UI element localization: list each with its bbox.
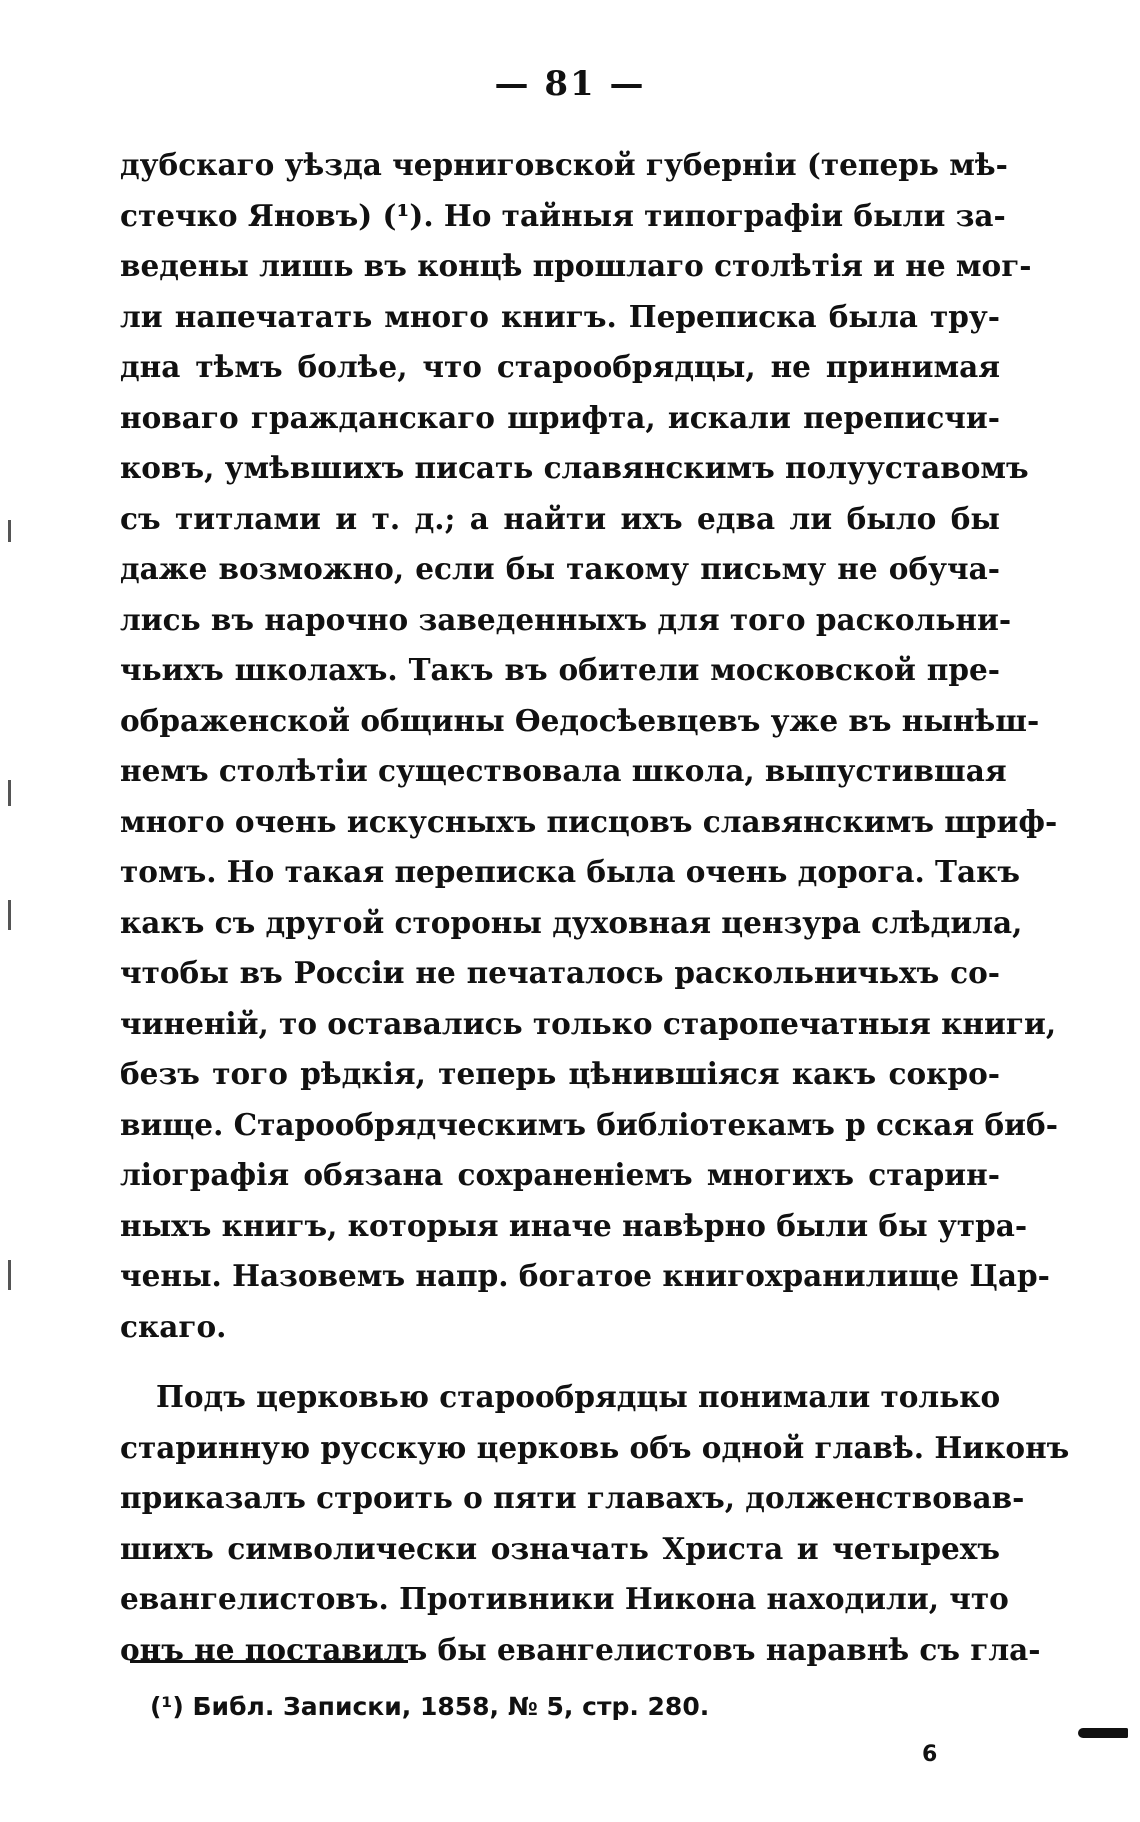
paragraph-1 (120, 140, 1058, 1352)
text-line: какъ съ другой стороны духовная цензура слѣдила, (120, 904, 1023, 940)
footnote-divider (130, 1660, 408, 1663)
text-line: приказалъ строить о пяти главахъ, долженствовав- (120, 1480, 1025, 1515)
text-line: евангелистовъ. Противники Никона находили, что (120, 1581, 1009, 1616)
text-line: чьихъ школахъ. Такъ въ обители московской пре- (120, 652, 1000, 687)
text-line: дубскаго уѣзда черниговской губерніи (теперь мѣ- (120, 147, 1008, 182)
text-line: ныхъ книгъ, которыя иначе навѣрно были бы утра- (120, 1207, 1028, 1243)
paragraph-2 (120, 1372, 1070, 1675)
text-line: онъ не поставилъ бы евангелистовъ наравнѣ съ гла- (120, 1631, 1041, 1667)
text-line: ображенской общины Ѳедосѣевцевъ уже въ нынѣш- (120, 702, 1040, 738)
text-line: безъ того рѣдкія, теперь цѣнившіяся какъ сокро- (120, 1056, 1000, 1091)
text-line: старинную русскую церковь объ одной главѣ. Никонъ (120, 1429, 1070, 1465)
footnote: (¹) Библ. Записки, 1858, № 5, стр. 280. (150, 1692, 710, 1721)
text-line: ліографія обязана сохраненіемъ многихъ старин- (120, 1157, 1000, 1192)
printer-signature-mark: 6 (922, 1742, 938, 1767)
text-line: лись въ нарочно заведенныхъ для того раскольни- (120, 601, 1012, 637)
margin-tick (8, 1260, 11, 1290)
text-line: чиненій, то оставались только старопечатныя книги, (120, 1005, 1057, 1041)
paragraph-spacer (120, 1352, 1000, 1372)
text-line: много очень искусныхъ писцовъ славянскимъ шриф- (120, 803, 1058, 839)
text-line: ли напечатать много книгъ. Переписка была тру- (120, 298, 1000, 334)
text-line: томъ. Но такая переписка была очень дорога. Такъ (120, 854, 1021, 889)
text-line: скаго. (120, 1308, 227, 1344)
text-line: даже возможно, если бы такому письму не обуча- (120, 551, 1000, 586)
text-line: съ титлами и т. д.; а найти ихъ едва ли было бы (120, 500, 1000, 536)
text-line: чтобы въ Россіи не печаталось раскольничьхъ со- (120, 955, 1000, 990)
page-number: — 81 — (494, 64, 646, 104)
text-line: немъ столѣтіи существовала школа, выпустившая (120, 753, 1007, 788)
text-line: шихъ символически означать Христа и четырехъ (120, 1530, 1000, 1566)
text-line: чены. Назовемъ напр. богатое книгохранилище Цар- (120, 1258, 1050, 1293)
text-line: вище. Старообрядческимъ библіотекамъ р сская биб- (120, 1106, 1058, 1142)
text-line: новаго гражданскаго шрифта, искали переписчи- (120, 399, 1000, 435)
body-text (120, 140, 1070, 1675)
text-line: Подъ церковью старообрядцы понимали только (156, 1379, 1001, 1414)
margin-tick (8, 520, 11, 542)
margin-tick (8, 900, 11, 930)
margin-tick (8, 780, 11, 806)
text-line: стечко Яновъ) (¹). Но тайныя типографіи были за- (120, 197, 1006, 233)
text-line: ведены лишь въ концѣ прошлаго столѣтія и не мог- (120, 248, 1032, 283)
text-line: ковъ, умѣвшихъ писать славянскимъ полууставомъ (120, 450, 1029, 485)
text-line: дна тѣмъ болѣе, что старообрядцы, не принимая (120, 349, 1000, 384)
page-edge-mark (1078, 1728, 1128, 1738)
